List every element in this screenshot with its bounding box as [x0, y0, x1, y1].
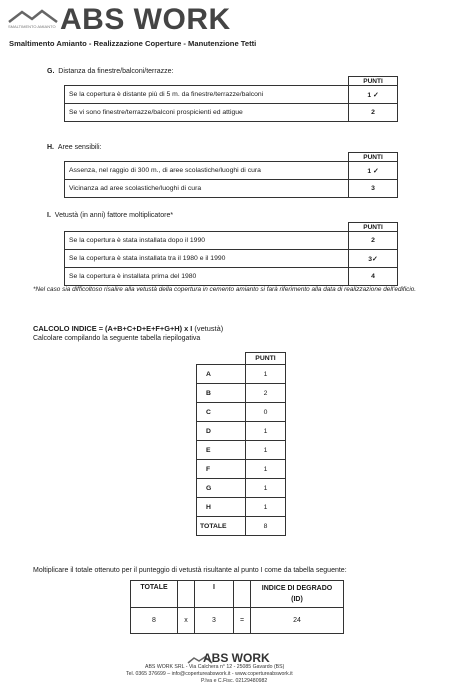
footer-address: ABS WORK SRL - Via Calchera n° 12 - 25085 Gavardo (BS): [145, 664, 285, 670]
summary-key: A: [197, 365, 246, 384]
criteria-points: 1 ✓: [349, 86, 398, 104]
result-totale: 8: [131, 608, 178, 634]
summary-key: E: [197, 441, 246, 460]
summary-header: PUNTI: [246, 353, 286, 365]
section-i-title: [47, 212, 173, 219]
summary-value: 0: [246, 403, 286, 422]
section-title-text: Vetustà (in anni) fattore moltiplicatore*: [54, 212, 174, 219]
result-equals: =: [234, 608, 251, 634]
table-row: [197, 365, 286, 384]
summary-key: D: [197, 422, 246, 441]
section-letter: G.: [47, 68, 55, 75]
result-header-indice-sub: (ID): [291, 596, 303, 603]
summary-value: 1: [246, 365, 286, 384]
table-row: [197, 460, 286, 479]
criteria-table-h: [64, 152, 398, 198]
result-indice: 24: [251, 608, 344, 634]
formula-title: [33, 324, 223, 333]
criteria-label: Se la copertura è stata installata tra il 1980 e il 1990: [65, 250, 349, 268]
footer-contacts: Tel. 0365 376699 – info@copertureabswork.it - www.copertureabswork.it: [126, 671, 293, 677]
table-row: [197, 403, 286, 422]
formula-subtitle: Calcolare compilando la seguente tabella riepilogativa: [33, 335, 201, 342]
table-row: [65, 180, 398, 198]
table-row: [65, 162, 398, 180]
table-row: [65, 268, 398, 286]
criteria-points: 2: [349, 104, 398, 122]
criteria-label: Se la copertura è stata installata dopo il 1990: [65, 232, 349, 250]
table-row: [197, 422, 286, 441]
result-header-indice-label: INDICE DI DEGRADO: [261, 585, 333, 592]
summary-value: 1: [246, 422, 286, 441]
result-times: x: [178, 608, 195, 634]
summary-key: B: [197, 384, 246, 403]
summary-value: 1: [246, 479, 286, 498]
summary-key: G: [197, 479, 246, 498]
section-g-title: [47, 68, 173, 75]
criteria-label: Se la copertura è installata prima del 1980: [65, 268, 349, 286]
result-table: [130, 580, 344, 634]
criteria-table-g: [64, 76, 398, 122]
table-row: [65, 86, 398, 104]
tagline: Smaltimento Amianto - Realizzazione Coperture - Manutenzione Tetti: [9, 39, 257, 48]
criteria-label: Vicinanza ad aree scolastiche/luoghi di cura: [65, 180, 349, 198]
table-row: [65, 232, 398, 250]
criteria-label: Se vi sono finestre/terrazze/balconi prospicienti ed attigue: [65, 104, 349, 122]
result-header-i: I: [195, 581, 234, 608]
criteria-label: Assenza, nel raggio di 300 m., di aree scolastiche/luoghi di cura: [65, 162, 349, 180]
formula-bold: CALCOLO INDICE = (A+B+C+D+E+F+G+H) x I: [33, 324, 193, 333]
table-row: [65, 250, 398, 268]
summary-key: F: [197, 460, 246, 479]
points-header: PUNTI: [349, 153, 398, 162]
summary-key: TOTALE: [197, 517, 246, 536]
criteria-points: 2: [349, 232, 398, 250]
criteria-table-i: [64, 222, 398, 286]
summary-value: 1: [246, 498, 286, 517]
points-header: PUNTI: [349, 223, 398, 232]
formula-normal: (vetustà): [192, 324, 224, 333]
table-row: [197, 441, 286, 460]
logo-roof-icon: [8, 8, 58, 24]
summary-value: 2: [246, 384, 286, 403]
criteria-points: 1 ✓: [349, 162, 398, 180]
summary-value: 1: [246, 460, 286, 479]
section-title-text: Distanza da finestre/balconi/terrazze:: [58, 68, 174, 75]
logo: ABS WORK: [60, 3, 231, 36]
footer-logo: ABS WORK: [203, 651, 270, 665]
footnote: *Nel caso sia difficoltoso risalire alla vetustà della copertura in cemento amianto si farà riferimento alla data di realizzazione dell'edificio.: [33, 286, 417, 293]
table-row: [197, 498, 286, 517]
footer-vat: P.Iva e C.Fisc. 02129480982: [201, 678, 268, 684]
table-row: [197, 384, 286, 403]
criteria-label: Se la copertura è distante più di 5 m. da finestre/terrazze/balconi: [65, 86, 349, 104]
table-row: [197, 517, 286, 536]
section-title-text: Aree sensibili:: [57, 144, 102, 151]
result-header-indice: [251, 581, 344, 608]
criteria-points: 3: [349, 180, 398, 198]
section-letter: I.: [47, 212, 51, 219]
summary-key: H: [197, 498, 246, 517]
summary-key: C: [197, 403, 246, 422]
table-row: [197, 479, 286, 498]
section-letter: H.: [47, 144, 54, 151]
result-header-totale: TOTALE: [131, 581, 178, 608]
summary-value: 8: [246, 517, 286, 536]
summary-value: 1: [246, 441, 286, 460]
points-header: PUNTI: [349, 77, 398, 86]
table-row: [65, 104, 398, 122]
logo-subtitle: SMALTIMENTO AMIANTO: [8, 24, 56, 29]
criteria-points: 4: [349, 268, 398, 286]
result-i: 3: [195, 608, 234, 634]
criteria-points: 3✓: [349, 250, 398, 268]
multiply-instruction: Moltiplicare il totale ottenuto per il punteggio di vetustà risultante al punto I come da tabella seguente:: [33, 567, 347, 574]
summary-table: [196, 352, 286, 536]
section-h-title: [47, 144, 101, 151]
